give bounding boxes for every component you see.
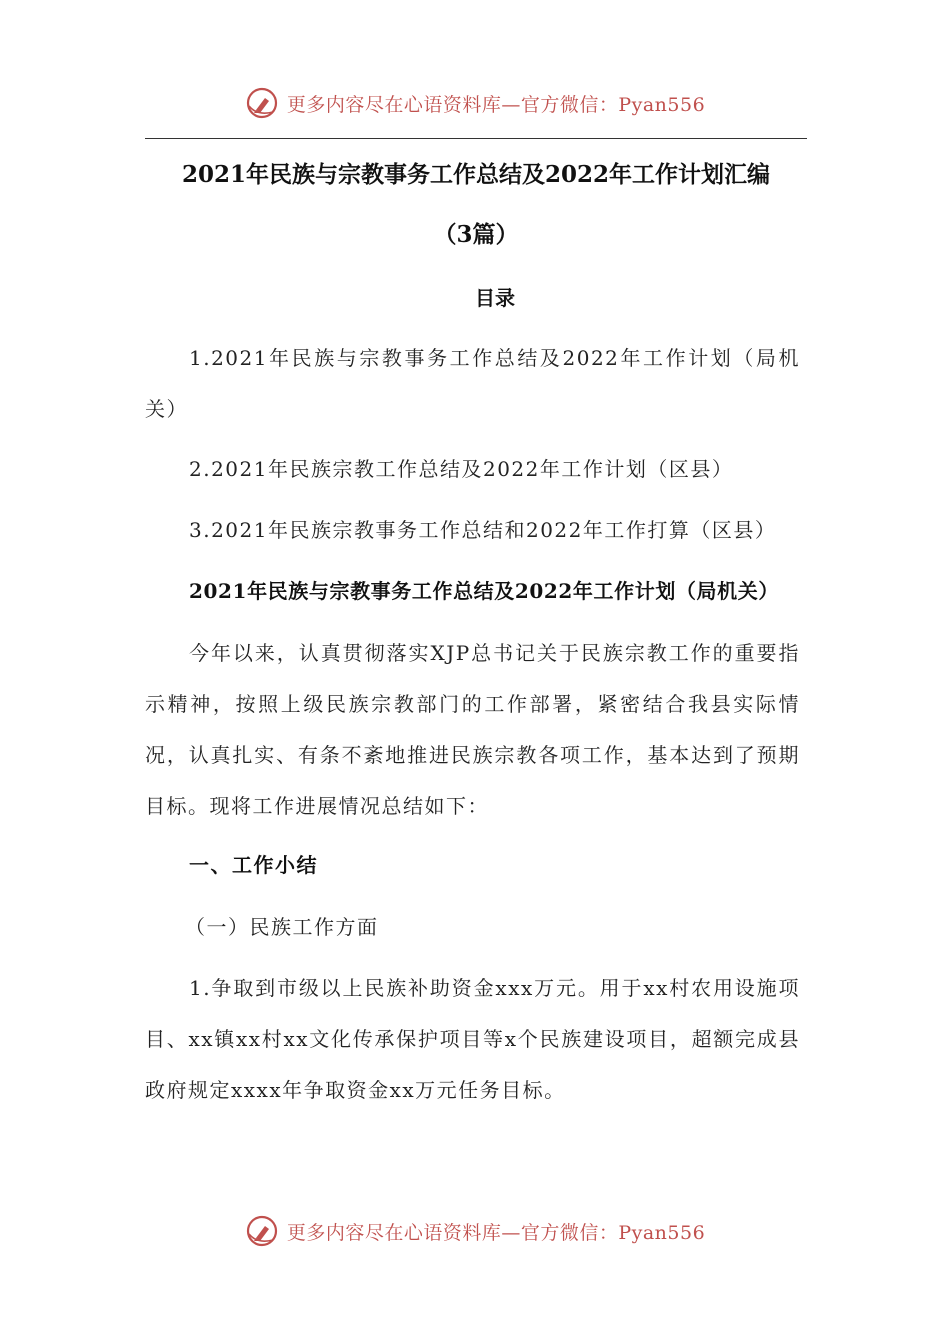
header-banner <box>0 83 950 123</box>
footer-banner <box>0 1211 950 1251</box>
toc-heading: 目录 <box>475 286 515 310</box>
toc-item: 3.2021年民族宗教事务工作总结和2022年工作打算（区县） <box>189 518 777 542</box>
banner-text: 更多内容尽在心语资料库—官方微信：Pyan556 <box>286 1221 706 1244</box>
pen-nib-icon <box>245 86 279 120</box>
banner-text: 更多内容尽在心语资料库—官方微信：Pyan556 <box>286 93 706 116</box>
pen-nib-icon <box>245 1214 279 1248</box>
intro-paragraph: 今年以来，认真贯彻落实XJP总书记关于民族宗教工作的重要指示精神，按照上级民族宗教部门的工作部署，紧密结合我县实际情况，认真扎实、有条不紊地推进民族宗教各项工作，基本达到了预期目标。现将工作进展情况总结如下： <box>145 641 800 818</box>
section-title: 2021年民族与宗教事务工作总结及2022年工作计划（局机关） <box>189 579 779 603</box>
heading-work-summary: 一、工作小结 <box>189 853 318 877</box>
document-title-count: （3篇） <box>433 221 519 248</box>
toc-item: 2.2021年民族宗教工作总结及2022年工作计划（区县） <box>189 457 734 481</box>
header-divider <box>145 138 807 139</box>
toc-item: 1.2021年民族与宗教事务工作总结及2022年工作计划（局机关） <box>145 346 800 421</box>
subheading-ethnic-work: （一）民族工作方面 <box>185 915 379 939</box>
document-title: 2021年民族与宗教事务工作总结及2022年工作计划汇编 <box>181 161 771 188</box>
body-paragraph: 1.争取到市级以上民族补助资金xxx万元。用于xx村农用设施项目、xx镇xx村xx文化传承保护项目等x个民族建设项目，超额完成县政府规定xxxx年争取资金xx万元任务目标。 <box>145 976 800 1102</box>
